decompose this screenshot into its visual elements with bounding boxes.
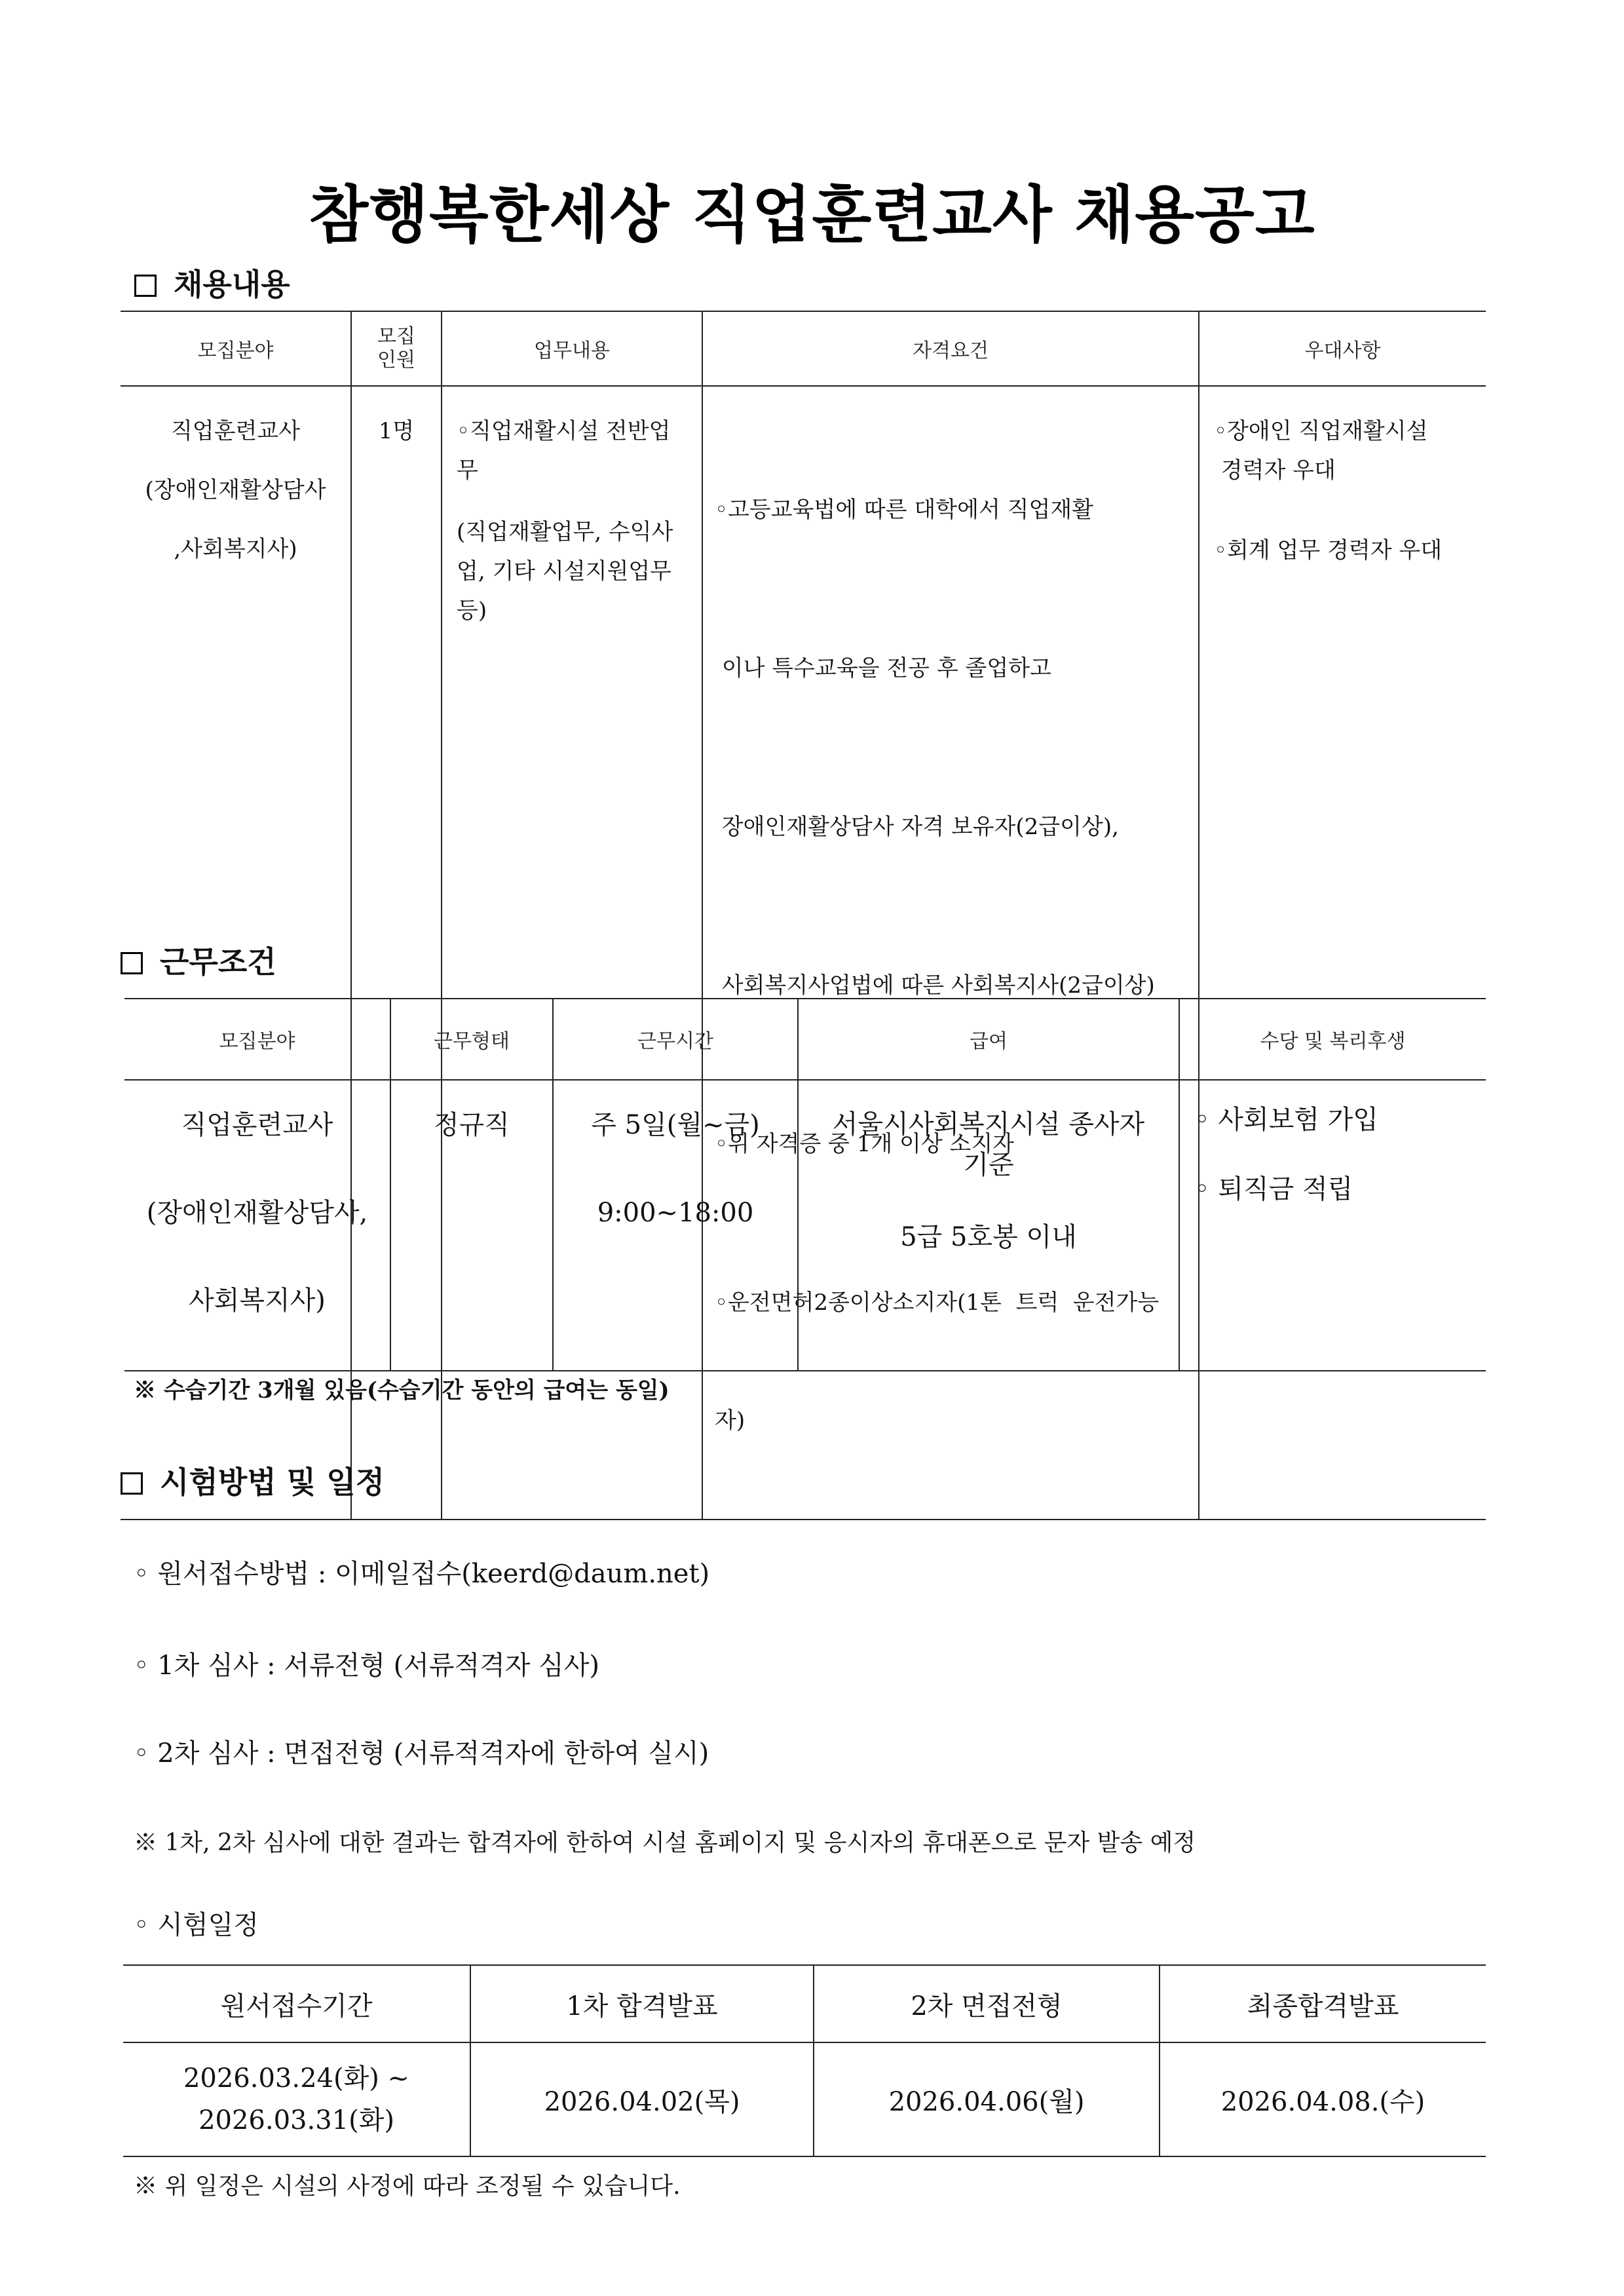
- conditions-field-cell: [124, 1080, 390, 1371]
- salary-line: 기준: [963, 1150, 1014, 1180]
- salary-line: 5급 5호봉 이내: [900, 1222, 1077, 1252]
- conditions-header-hours: 근무시간: [553, 999, 798, 1080]
- exam-item-second-review: ◦ 2차 심사 : 면접전형 (서류적격자에 한하여 실시): [134, 1738, 709, 1769]
- exam-item-first-review: ◦ 1차 심사 : 서류전형 (서류적격자 심사): [134, 1651, 599, 1681]
- schedule-date-final-result: 2026.04.08.(수): [1160, 2042, 1486, 2156]
- probation-note: ※ 수습기간 3개월 있음(수습기간 동안의 급여는 동일): [134, 1377, 670, 1404]
- conditions-type-cell: [390, 1080, 553, 1371]
- qualification-line: 자): [715, 1407, 746, 1434]
- exam-item-application: ◦ 원서접수방법 : 이메일접수(keerd@daum.net): [134, 1559, 710, 1589]
- schedule-date-row: [123, 2042, 1486, 2156]
- page-title: 참행복한세상 직업훈련교사 채용공고: [309, 180, 1315, 251]
- schedule-label: ◦ 시험일정: [134, 1910, 259, 1940]
- recruit-header-qualifications: 자격요건: [702, 311, 1199, 386]
- conditions-benefits-cell: [1179, 1080, 1486, 1371]
- recruit-header-count-label: 모집 인원: [377, 325, 415, 372]
- schedule-date-first-result: 2026.04.02(목): [470, 2042, 814, 2156]
- conditions-salary-cell: [798, 1080, 1179, 1371]
- hours-line: 9:00~18:00: [597, 1198, 754, 1228]
- conditions-data-row: [124, 1080, 1486, 1371]
- qualification-line: 장애인재활상담사 자격 보유자(2급이상),: [715, 814, 1119, 840]
- conditions-header-salary: 급여: [798, 999, 1179, 1080]
- section-heading-label: 시험방법 및 일정: [160, 1464, 385, 1500]
- schedule-header-final-result: 최종합격발표: [1160, 1965, 1486, 2042]
- conditions-header-type: 근무형태: [390, 999, 553, 1080]
- qualification-line: 사회복지사업법에 따른 사회복지사(2급이상): [715, 972, 1155, 999]
- schedule-header-first-result: 1차 합격발표: [470, 1965, 814, 2042]
- qualification-line: ◦위 자격증 중 1개 이상 소지자: [715, 1131, 1015, 1157]
- qualification-line: ◦운전면허2종이상소지자(1톤 트럭 운전가능: [715, 1290, 1160, 1316]
- conditions-header-row: [124, 999, 1486, 1080]
- section-heading-label: 채용내용: [174, 267, 290, 302]
- recruit-field-line: 직업훈련교사: [170, 418, 301, 444]
- recruit-header-count: [351, 311, 442, 386]
- preference-line: 경력자 우대: [1214, 457, 1336, 484]
- duties-line: ◦직업재활시설 전반업: [457, 418, 671, 444]
- conditions-field-line: 직업훈련교사: [181, 1110, 333, 1140]
- duties-line: 등): [457, 598, 487, 624]
- qualification-line: ◦고등교육법에 따른 대학에서 직업재활: [715, 497, 1093, 523]
- schedule-date-interview: 2026.04.06(월): [814, 2042, 1160, 2156]
- conditions-field-line: (장애인재활상담사,: [146, 1198, 368, 1228]
- recruit-header-preferences: 우대사항: [1199, 311, 1486, 386]
- recruit-count: 1명: [378, 418, 415, 444]
- checkbox-square-icon: [134, 275, 157, 297]
- qualification-line: 이나 특수교육을 전공 후 졸업하고: [715, 655, 1051, 681]
- schedule-header-row: [123, 1965, 1486, 2042]
- schedule-table: [123, 1964, 1486, 2157]
- conditions-table: [124, 998, 1486, 1371]
- section-heading-recruit: [134, 261, 290, 304]
- hours-line: 주 5일(월~금): [591, 1110, 760, 1140]
- employment-type: 정규직: [434, 1110, 510, 1140]
- section-heading-exam: [121, 1459, 385, 1502]
- schedule-date-application: [123, 2042, 470, 2156]
- duties-line: 업, 기타 시설지원업무: [457, 558, 672, 584]
- recruit-field-line: ,사회복지사): [174, 536, 297, 562]
- recruit-field-line: (장애인재활상담사: [145, 477, 326, 503]
- checkbox-square-icon: [121, 1472, 143, 1495]
- schedule-footer-note: ※ 위 일정은 시설의 사정에 따라 조정될 수 있습니다.: [134, 2173, 681, 2200]
- recruit-header-duties: 업무내용: [442, 311, 702, 386]
- section-heading-conditions: [121, 938, 276, 982]
- schedule-header-application: 원서접수기간: [123, 1965, 470, 2042]
- salary-line: 서울시사회복지시설 종사자: [832, 1109, 1145, 1139]
- schedule-header-interview: 2차 면접전형: [814, 1965, 1160, 2042]
- schedule-date-application-value: 2026.03.24(화) ~ 2026.03.31(화): [183, 2063, 410, 2135]
- benefit-line: ◦ 사회보험 가입: [1194, 1105, 1378, 1135]
- section-heading-label: 근무조건: [160, 944, 276, 980]
- conditions-header-field: 모집분야: [124, 999, 390, 1080]
- conditions-header-benefits: 수당 및 복리후생: [1179, 999, 1486, 1080]
- duties-line: 무: [457, 457, 478, 484]
- preference-line: ◦회계 업무 경력자 우대: [1214, 537, 1443, 564]
- duties-line: (직업재활업무, 수익사: [457, 519, 673, 545]
- preference-line: ◦장애인 직업재활시설: [1214, 418, 1428, 444]
- conditions-hours-cell: [553, 1080, 798, 1371]
- checkbox-square-icon: [121, 952, 143, 974]
- recruit-header-row: [121, 311, 1486, 386]
- result-notice-note: ※ 1차, 2차 심사에 대한 결과는 합격자에 한하여 시설 홈페이지 및 응시자의 휴대폰으로 문자 발송 예정: [134, 1829, 1196, 1856]
- recruit-header-field: 모집분야: [121, 311, 351, 386]
- benefit-line: ◦ 퇴직금 적립: [1194, 1174, 1353, 1204]
- conditions-field-line: 사회복지사): [189, 1286, 326, 1316]
